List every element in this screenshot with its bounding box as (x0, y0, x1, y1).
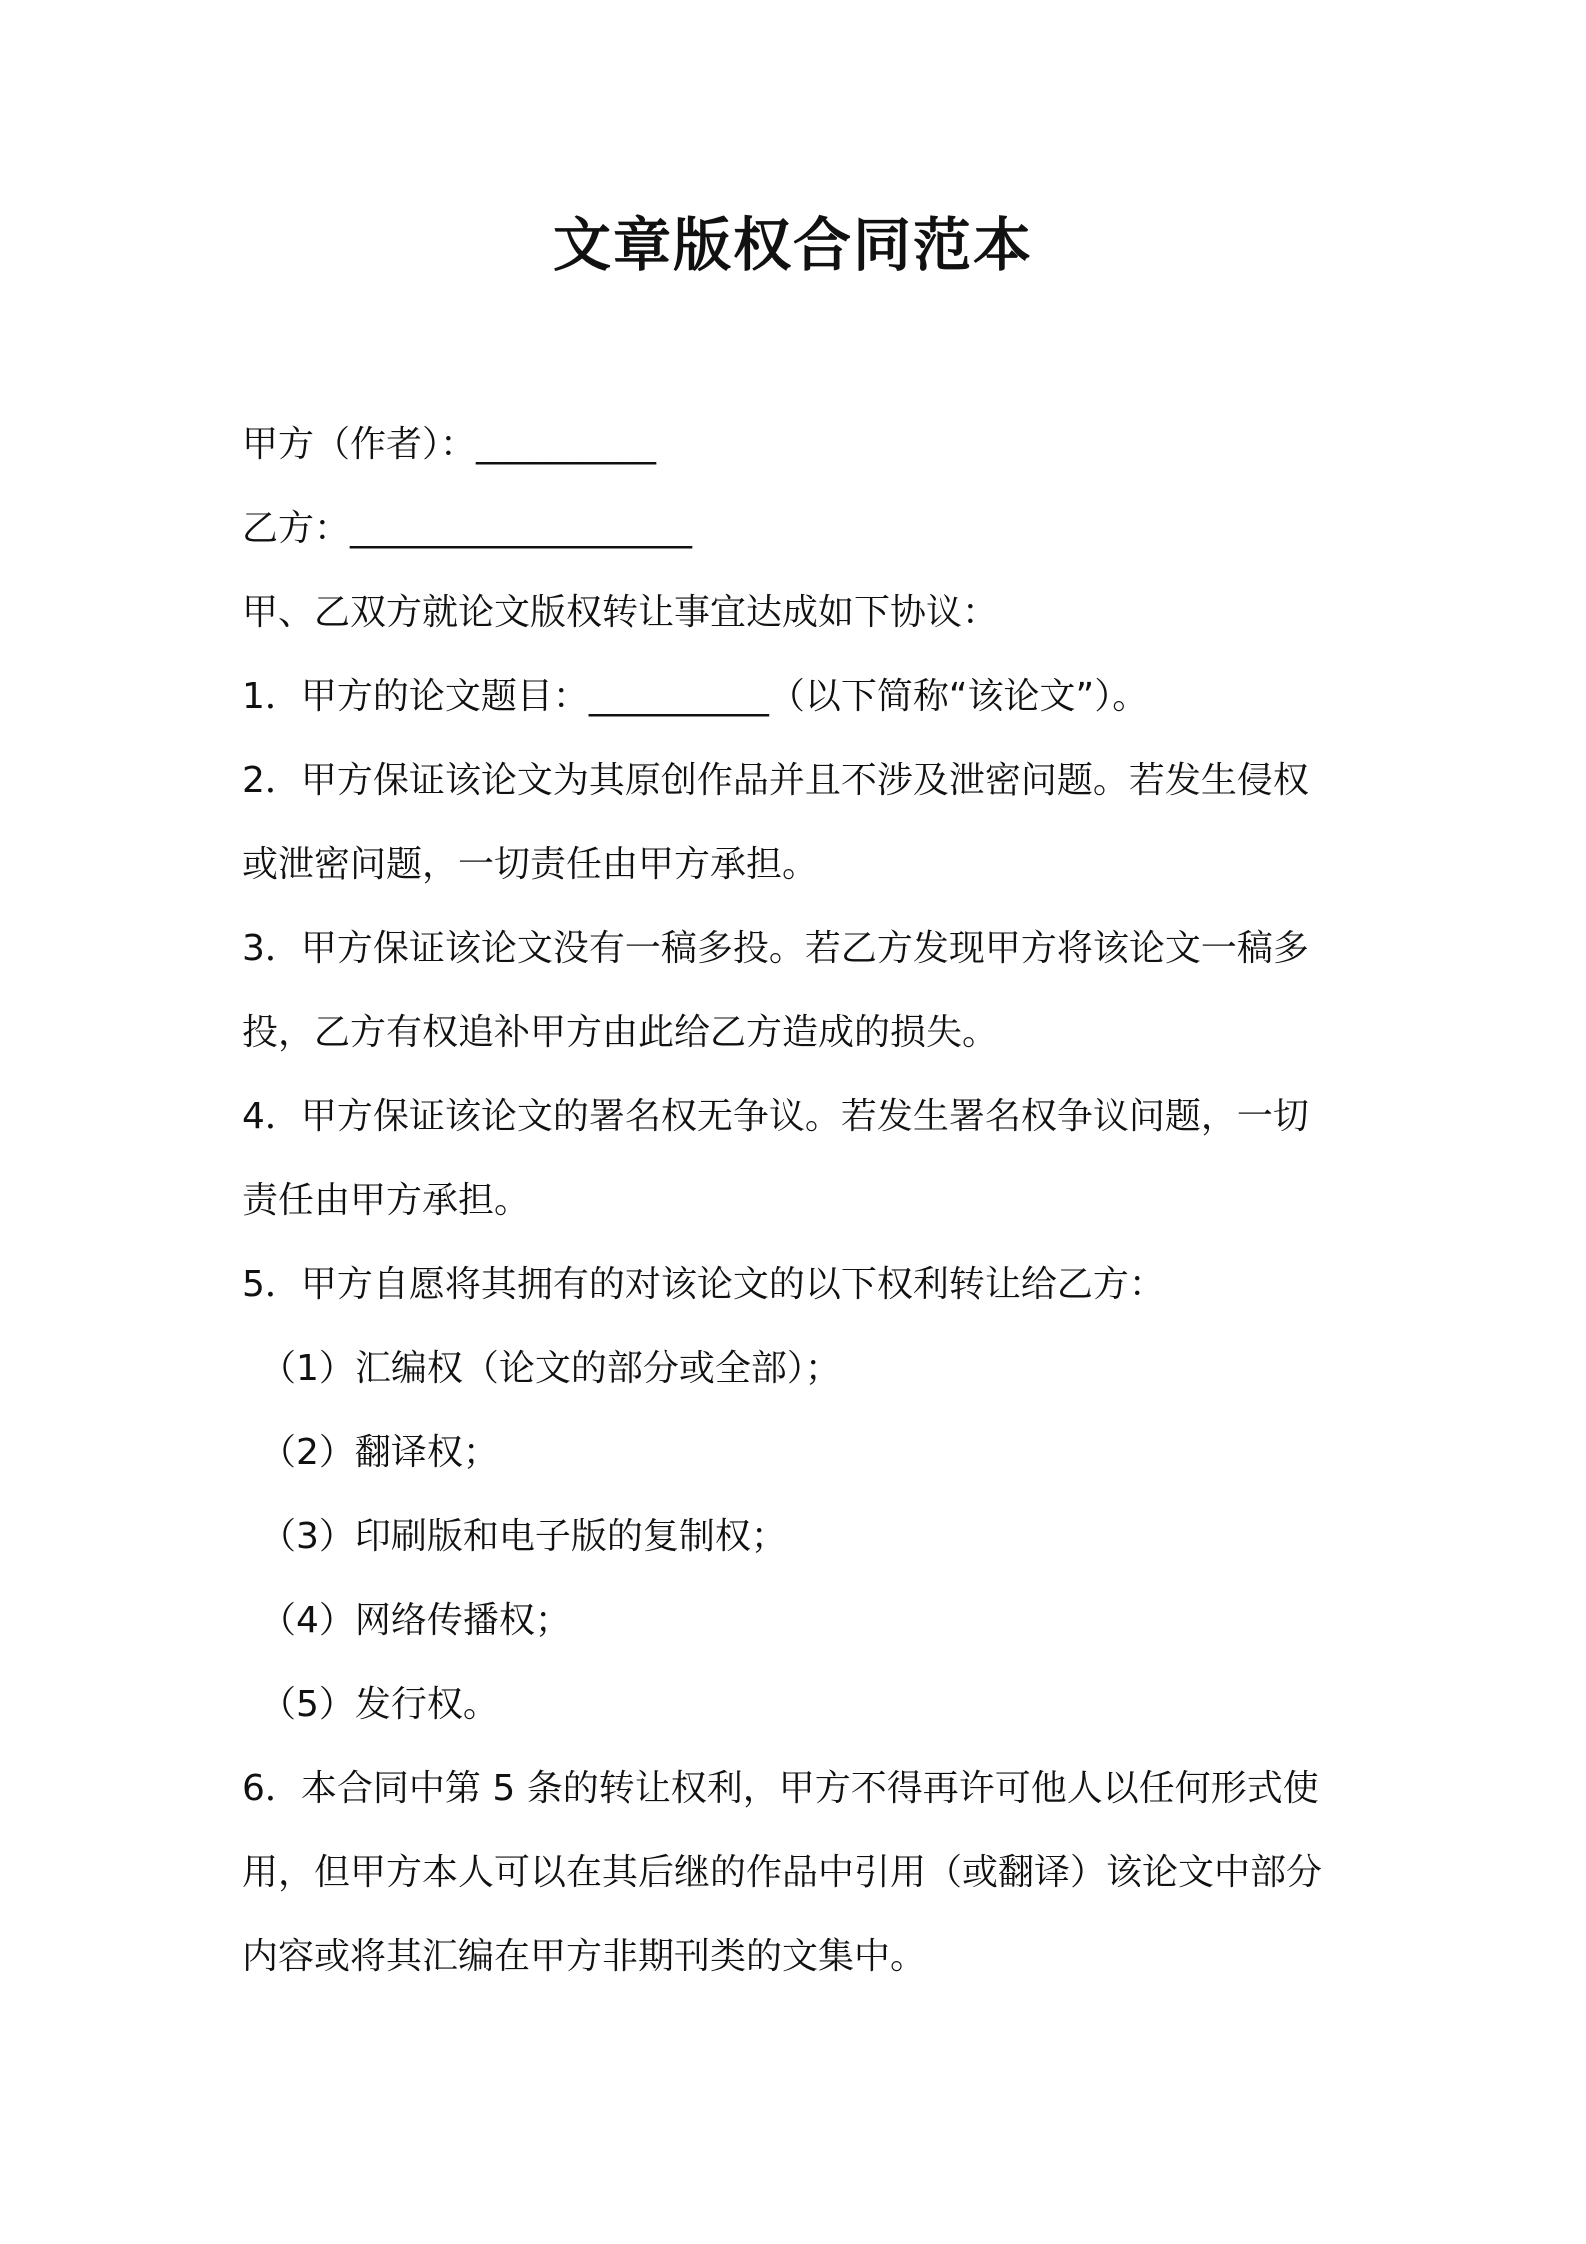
clause-6-end: 内容或将其汇编在甲方非期刊类的文集中。 (242, 1936, 927, 1977)
party-b-line: 乙方：___________________ (242, 508, 693, 549)
right-item-5: （5）发行权。 (260, 1684, 499, 1725)
clause-3-continued: 投，乙方有权追补甲方由此给乙方造成的损失。 (242, 1012, 999, 1053)
right-item-2: （2）翻译权； (260, 1432, 499, 1473)
clause-5: 5．甲方自愿将其拥有的对该论文的以下权利转让给乙方： (242, 1264, 1165, 1305)
clause-6-continued: 用，但甲方本人可以在其后继的作品中引用（或翻译）该论文中部分 (242, 1852, 1323, 1893)
clause-1: 1．甲方的论文题目：__________（以下简称“该论文”）。 (242, 676, 1149, 717)
clause-6: 6．本合同中第 5 条的转让权利，甲方不得再许可他人以任何形式使 (242, 1768, 1319, 1809)
right-item-4: （4）网络传播权； (260, 1600, 571, 1641)
right-item-3: （3）印刷版和电子版的复制权； (260, 1516, 787, 1557)
document-body (242, 403, 1362, 1999)
right-item-1: （1）汇编权（论文的部分或全部）； (260, 1348, 841, 1389)
clause-2-continued: 或泄密问题，一切责任由甲方承担。 (242, 844, 819, 885)
clause-4: 4．甲方保证该论文的署名权无争议。若发生署名权争议问题，一切 (242, 1096, 1309, 1137)
party-a-line: 甲方（作者）：__________ (242, 424, 657, 465)
clause-3: 3．甲方保证该论文没有一稿多投。若乙方发现甲方将该论文一稿多 (242, 928, 1309, 969)
document-title: 文章版权合同范本 (552, 211, 1033, 279)
clause-2: 2．甲方保证该论文为其原创作品并且不涉及泄密问题。若发生侵权 (242, 760, 1309, 801)
clause-4-continued: 责任由甲方承担。 (242, 1180, 531, 1221)
agreement-intro: 甲、乙双方就论文版权转让事宜达成如下协议： (242, 592, 999, 633)
